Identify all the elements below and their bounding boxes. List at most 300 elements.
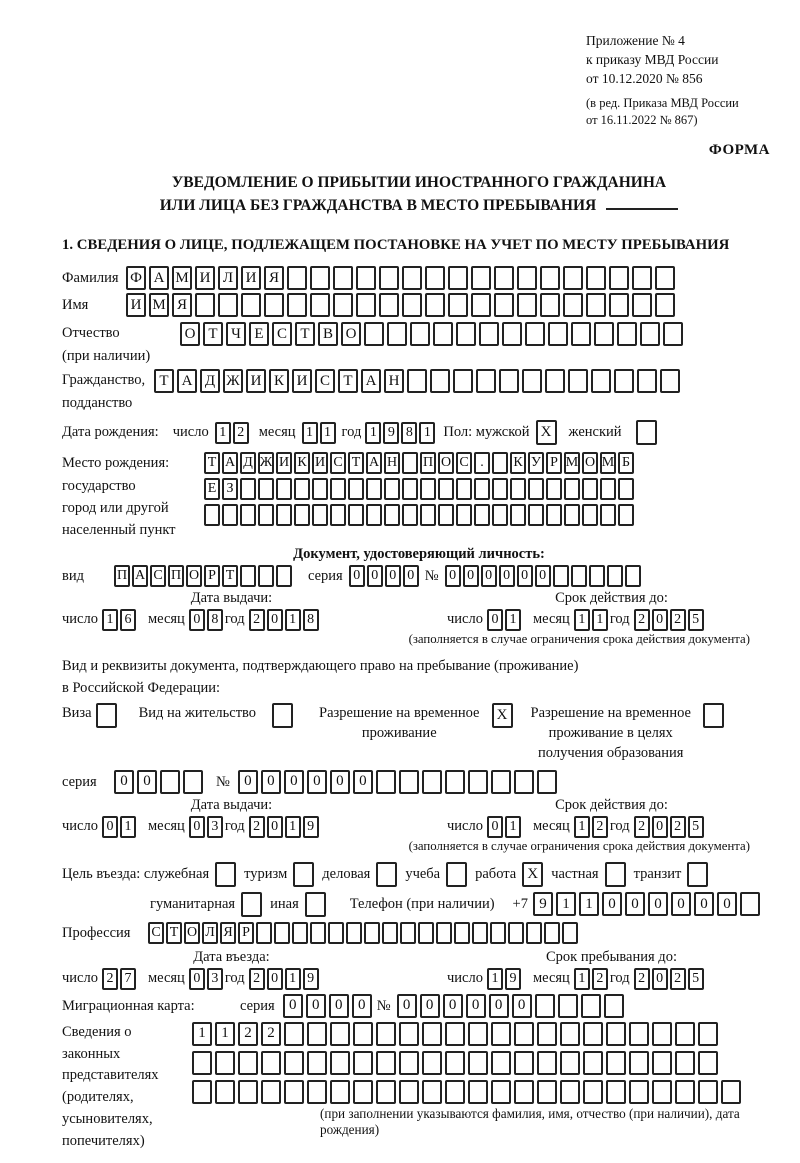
char-cell[interactable] (256, 922, 272, 944)
char-cell[interactable] (410, 322, 430, 346)
char-cell[interactable]: 0 (420, 994, 440, 1018)
char-cell[interactable]: О (186, 565, 202, 587)
char-cell[interactable] (617, 322, 637, 346)
char-cell[interactable] (675, 1022, 695, 1046)
char-cell[interactable]: Т (348, 452, 364, 474)
char-cell[interactable] (492, 504, 508, 526)
char-cell[interactable] (276, 504, 292, 526)
char-cell[interactable]: 0 (443, 994, 463, 1018)
char-cell[interactable]: 0 (114, 770, 134, 794)
char-cell[interactable]: 0 (189, 609, 205, 631)
char-cell[interactable]: С (456, 452, 472, 474)
char-cell[interactable]: Т (166, 922, 182, 944)
char-cell[interactable]: Т (222, 565, 238, 587)
other-checkbox[interactable] (305, 892, 326, 917)
purpose-official-checkbox[interactable] (215, 862, 236, 887)
char-cell[interactable] (422, 1051, 442, 1075)
char-cell[interactable]: Д (200, 369, 220, 393)
char-cell[interactable] (438, 478, 454, 500)
char-cell[interactable] (525, 322, 545, 346)
char-cell[interactable]: Ж (223, 369, 243, 393)
char-cell[interactable]: П (168, 565, 184, 587)
char-cell[interactable]: 0 (284, 770, 304, 794)
char-cell[interactable] (548, 322, 568, 346)
char-cell[interactable] (284, 1051, 304, 1075)
char-cell[interactable] (402, 293, 422, 317)
char-cell[interactable] (353, 1080, 373, 1104)
char-cell[interactable]: И (126, 293, 146, 317)
char-cell[interactable] (445, 1022, 465, 1046)
tourism-checkbox[interactable] (293, 862, 314, 887)
char-cell[interactable] (376, 770, 396, 794)
char-cell[interactable] (312, 504, 328, 526)
char-cell[interactable] (522, 369, 542, 393)
char-cell[interactable] (400, 922, 416, 944)
char-cell[interactable] (425, 266, 445, 290)
char-cell[interactable] (456, 478, 472, 500)
char-cell[interactable]: 1 (302, 422, 318, 444)
char-cell[interactable] (721, 1080, 741, 1104)
char-cell[interactable] (675, 1080, 695, 1104)
char-cell[interactable] (333, 293, 353, 317)
char-cell[interactable] (540, 293, 560, 317)
char-cell[interactable] (537, 1051, 557, 1075)
char-cell[interactable] (655, 293, 675, 317)
char-cell[interactable] (660, 369, 680, 393)
char-cell[interactable]: 0 (353, 770, 373, 794)
char-cell[interactable] (192, 1051, 212, 1075)
char-cell[interactable] (307, 1022, 327, 1046)
char-cell[interactable] (471, 266, 491, 290)
char-cell[interactable] (492, 452, 508, 474)
char-cell[interactable] (204, 504, 220, 526)
char-cell[interactable]: Р (546, 452, 562, 474)
char-cell[interactable] (287, 266, 307, 290)
char-cell[interactable] (526, 922, 542, 944)
private-checkbox[interactable] (605, 862, 626, 887)
char-cell[interactable] (264, 293, 284, 317)
char-cell[interactable]: А (177, 369, 197, 393)
char-cell[interactable]: У (528, 452, 544, 474)
char-cell[interactable]: Л (202, 922, 218, 944)
char-cell[interactable]: 5 (688, 609, 704, 631)
char-cell[interactable] (399, 770, 419, 794)
char-cell[interactable]: 0 (652, 609, 668, 631)
char-cell[interactable]: 1 (215, 1022, 235, 1046)
char-cell[interactable]: М (600, 452, 616, 474)
char-cell[interactable] (356, 266, 376, 290)
char-cell[interactable] (652, 1051, 672, 1075)
char-cell[interactable]: С (330, 452, 346, 474)
char-cell[interactable]: 1 (285, 609, 301, 631)
char-cell[interactable]: Д (240, 452, 256, 474)
char-cell[interactable]: Я (264, 266, 284, 290)
char-cell[interactable] (425, 293, 445, 317)
char-cell[interactable]: А (149, 266, 169, 290)
char-cell[interactable] (560, 1080, 580, 1104)
char-cell[interactable]: 0 (652, 816, 668, 838)
char-cell[interactable] (640, 322, 660, 346)
char-cell[interactable]: 2 (670, 609, 686, 631)
char-cell[interactable] (609, 293, 629, 317)
char-cell[interactable]: И (276, 452, 292, 474)
char-cell[interactable] (492, 478, 508, 500)
char-cell[interactable] (258, 504, 274, 526)
char-cell[interactable] (376, 1022, 396, 1046)
char-cell[interactable]: Т (204, 452, 220, 474)
char-cell[interactable]: А (366, 452, 382, 474)
char-cell[interactable]: 0 (648, 892, 668, 916)
char-cell[interactable]: П (114, 565, 130, 587)
char-cell[interactable] (364, 922, 380, 944)
char-cell[interactable] (663, 322, 683, 346)
char-cell[interactable] (379, 293, 399, 317)
char-cell[interactable]: 0 (397, 994, 417, 1018)
char-cell[interactable] (160, 770, 180, 794)
char-cell[interactable] (356, 293, 376, 317)
char-cell[interactable]: 2 (249, 609, 265, 631)
char-cell[interactable]: Т (154, 369, 174, 393)
sex-female-checkbox[interactable] (636, 420, 657, 445)
char-cell[interactable] (629, 1022, 649, 1046)
char-cell[interactable] (583, 1051, 603, 1075)
char-cell[interactable]: 1 (120, 816, 136, 838)
char-cell[interactable] (353, 1051, 373, 1075)
char-cell[interactable]: 3 (207, 816, 223, 838)
char-cell[interactable] (384, 478, 400, 500)
char-cell[interactable]: Ж (258, 452, 274, 474)
char-cell[interactable]: 3 (207, 968, 223, 990)
char-cell[interactable] (491, 1080, 511, 1104)
char-cell[interactable]: С (148, 922, 164, 944)
char-cell[interactable] (218, 293, 238, 317)
char-cell[interactable]: 1 (192, 1022, 212, 1046)
char-cell[interactable] (594, 322, 614, 346)
char-cell[interactable] (586, 293, 606, 317)
char-cell[interactable] (491, 770, 511, 794)
char-cell[interactable] (258, 478, 274, 500)
char-cell[interactable]: 1 (285, 968, 301, 990)
char-cell[interactable]: 0 (306, 994, 326, 1018)
char-cell[interactable] (499, 369, 519, 393)
char-cell[interactable] (571, 322, 591, 346)
char-cell[interactable]: О (438, 452, 454, 474)
char-cell[interactable] (474, 478, 490, 500)
char-cell[interactable] (468, 1051, 488, 1075)
char-cell[interactable] (192, 1080, 212, 1104)
char-cell[interactable]: З (222, 478, 238, 500)
char-cell[interactable] (348, 504, 364, 526)
char-cell[interactable] (307, 1051, 327, 1075)
char-cell[interactable] (402, 478, 418, 500)
char-cell[interactable]: 0 (499, 565, 515, 587)
char-cell[interactable]: 2 (634, 609, 650, 631)
char-cell[interactable]: 1 (505, 609, 521, 631)
char-cell[interactable]: 0 (267, 816, 283, 838)
char-cell[interactable] (274, 922, 290, 944)
char-cell[interactable] (606, 1051, 626, 1075)
char-cell[interactable]: Р (238, 922, 254, 944)
char-cell[interactable] (600, 478, 616, 500)
char-cell[interactable] (514, 1080, 534, 1104)
char-cell[interactable]: Б (618, 452, 634, 474)
temp-residence-checkbox[interactable]: X (492, 703, 513, 728)
char-cell[interactable] (438, 504, 454, 526)
char-cell[interactable] (582, 478, 598, 500)
char-cell[interactable] (276, 478, 292, 500)
char-cell[interactable] (517, 266, 537, 290)
char-cell[interactable]: П (420, 452, 436, 474)
char-cell[interactable]: 0 (307, 770, 327, 794)
char-cell[interactable]: В (318, 322, 338, 346)
char-cell[interactable] (563, 293, 583, 317)
char-cell[interactable]: 0 (671, 892, 691, 916)
char-cell[interactable] (399, 1022, 419, 1046)
char-cell[interactable] (376, 1080, 396, 1104)
char-cell[interactable]: 2 (634, 816, 650, 838)
char-cell[interactable] (422, 1080, 442, 1104)
char-cell[interactable] (420, 504, 436, 526)
char-cell[interactable] (517, 293, 537, 317)
char-cell[interactable] (387, 322, 407, 346)
char-cell[interactable] (625, 565, 641, 587)
char-cell[interactable]: 8 (303, 609, 319, 631)
char-cell[interactable] (502, 322, 522, 346)
char-cell[interactable] (474, 504, 490, 526)
char-cell[interactable]: И (241, 266, 261, 290)
char-cell[interactable] (222, 504, 238, 526)
char-cell[interactable] (379, 266, 399, 290)
char-cell[interactable] (581, 994, 601, 1018)
char-cell[interactable]: 0 (385, 565, 401, 587)
char-cell[interactable]: Ч (226, 322, 246, 346)
char-cell[interactable]: 0 (329, 994, 349, 1018)
char-cell[interactable]: 2 (670, 968, 686, 990)
char-cell[interactable] (698, 1051, 718, 1075)
char-cell[interactable]: 0 (517, 565, 533, 587)
char-cell[interactable]: 0 (487, 816, 503, 838)
char-cell[interactable]: И (292, 369, 312, 393)
char-cell[interactable] (448, 293, 468, 317)
char-cell[interactable]: О (184, 922, 200, 944)
char-cell[interactable]: 9 (383, 422, 399, 444)
char-cell[interactable]: 9 (303, 968, 319, 990)
char-cell[interactable] (510, 504, 526, 526)
char-cell[interactable] (652, 1022, 672, 1046)
char-cell[interactable]: Т (295, 322, 315, 346)
char-cell[interactable] (604, 994, 624, 1018)
char-cell[interactable]: 1 (574, 816, 590, 838)
char-cell[interactable] (632, 293, 652, 317)
temp-residence-edu-checkbox[interactable] (703, 703, 724, 728)
char-cell[interactable]: 0 (481, 565, 497, 587)
char-cell[interactable]: 1 (285, 816, 301, 838)
char-cell[interactable] (436, 922, 452, 944)
char-cell[interactable] (382, 922, 398, 944)
char-cell[interactable] (494, 266, 514, 290)
char-cell[interactable]: Т (338, 369, 358, 393)
char-cell[interactable] (448, 266, 468, 290)
char-cell[interactable] (609, 266, 629, 290)
sex-male-checkbox[interactable]: X (536, 420, 557, 445)
char-cell[interactable]: 0 (463, 565, 479, 587)
char-cell[interactable] (546, 478, 562, 500)
char-cell[interactable]: Е (249, 322, 269, 346)
char-cell[interactable] (618, 504, 634, 526)
char-cell[interactable]: 0 (330, 770, 350, 794)
char-cell[interactable] (600, 504, 616, 526)
business-checkbox[interactable] (376, 862, 397, 887)
char-cell[interactable] (514, 770, 534, 794)
work-checkbox[interactable]: X (522, 862, 543, 887)
char-cell[interactable] (445, 1051, 465, 1075)
char-cell[interactable] (399, 1051, 419, 1075)
char-cell[interactable]: 2 (670, 816, 686, 838)
char-cell[interactable] (240, 565, 256, 587)
char-cell[interactable] (330, 1080, 350, 1104)
char-cell[interactable] (422, 770, 442, 794)
char-cell[interactable]: 0 (189, 968, 205, 990)
char-cell[interactable] (307, 1080, 327, 1104)
char-cell[interactable] (540, 266, 560, 290)
char-cell[interactable] (328, 922, 344, 944)
char-cell[interactable] (284, 1080, 304, 1104)
char-cell[interactable] (607, 565, 623, 587)
char-cell[interactable] (330, 504, 346, 526)
char-cell[interactable] (494, 293, 514, 317)
char-cell[interactable]: 2 (261, 1022, 281, 1046)
char-cell[interactable]: 7 (120, 968, 136, 990)
char-cell[interactable] (508, 922, 524, 944)
char-cell[interactable] (292, 922, 308, 944)
char-cell[interactable]: 0 (283, 994, 303, 1018)
char-cell[interactable] (402, 452, 418, 474)
char-cell[interactable] (583, 1080, 603, 1104)
char-cell[interactable] (563, 266, 583, 290)
char-cell[interactable]: 0 (489, 994, 509, 1018)
char-cell[interactable]: 2 (238, 1022, 258, 1046)
char-cell[interactable] (376, 1051, 396, 1075)
char-cell[interactable]: 0 (102, 816, 118, 838)
char-cell[interactable]: С (150, 565, 166, 587)
char-cell[interactable]: А (361, 369, 381, 393)
char-cell[interactable]: Е (204, 478, 220, 500)
char-cell[interactable] (238, 1080, 258, 1104)
char-cell[interactable]: 1 (365, 422, 381, 444)
char-cell[interactable]: . (474, 452, 490, 474)
char-cell[interactable]: 0 (137, 770, 157, 794)
char-cell[interactable] (330, 1051, 350, 1075)
char-cell[interactable] (564, 504, 580, 526)
char-cell[interactable] (330, 478, 346, 500)
char-cell[interactable]: 0 (261, 770, 281, 794)
char-cell[interactable] (399, 1080, 419, 1104)
char-cell[interactable]: 9 (505, 968, 521, 990)
char-cell[interactable]: 2 (634, 968, 650, 990)
char-cell[interactable]: 1 (320, 422, 336, 444)
char-cell[interactable] (420, 478, 436, 500)
char-cell[interactable] (558, 994, 578, 1018)
char-cell[interactable] (560, 1022, 580, 1046)
char-cell[interactable]: О (180, 322, 200, 346)
char-cell[interactable] (618, 478, 634, 500)
char-cell[interactable]: Н (384, 369, 404, 393)
char-cell[interactable]: Т (203, 322, 223, 346)
char-cell[interactable]: Я (172, 293, 192, 317)
char-cell[interactable] (215, 1080, 235, 1104)
char-cell[interactable]: 0 (535, 565, 551, 587)
char-cell[interactable] (294, 478, 310, 500)
char-cell[interactable]: 5 (688, 816, 704, 838)
char-cell[interactable] (591, 369, 611, 393)
char-cell[interactable]: Л (218, 266, 238, 290)
char-cell[interactable] (471, 293, 491, 317)
char-cell[interactable] (430, 369, 450, 393)
char-cell[interactable] (560, 1051, 580, 1075)
char-cell[interactable] (514, 1051, 534, 1075)
char-cell[interactable] (422, 1022, 442, 1046)
char-cell[interactable]: 2 (249, 816, 265, 838)
char-cell[interactable] (287, 293, 307, 317)
char-cell[interactable]: А (222, 452, 238, 474)
char-cell[interactable]: 6 (120, 609, 136, 631)
char-cell[interactable] (586, 266, 606, 290)
char-cell[interactable] (698, 1080, 718, 1104)
char-cell[interactable] (546, 504, 562, 526)
char-cell[interactable]: О (341, 322, 361, 346)
char-cell[interactable] (537, 1080, 557, 1104)
char-cell[interactable] (346, 922, 362, 944)
char-cell[interactable] (353, 1022, 373, 1046)
char-cell[interactable] (535, 994, 555, 1018)
char-cell[interactable] (445, 770, 465, 794)
char-cell[interactable] (589, 565, 605, 587)
char-cell[interactable] (258, 565, 274, 587)
char-cell[interactable] (740, 892, 760, 916)
char-cell[interactable] (433, 322, 453, 346)
char-cell[interactable] (614, 369, 634, 393)
char-cell[interactable] (240, 504, 256, 526)
char-cell[interactable] (490, 922, 506, 944)
char-cell[interactable]: 0 (445, 565, 461, 587)
char-cell[interactable]: 1 (592, 609, 608, 631)
char-cell[interactable]: И (312, 452, 328, 474)
char-cell[interactable]: 1 (574, 609, 590, 631)
char-cell[interactable]: 9 (303, 816, 319, 838)
char-cell[interactable]: Я (220, 922, 236, 944)
char-cell[interactable]: 0 (625, 892, 645, 916)
char-cell[interactable] (491, 1051, 511, 1075)
char-cell[interactable] (456, 504, 472, 526)
char-cell[interactable] (402, 266, 422, 290)
char-cell[interactable]: 0 (267, 609, 283, 631)
char-cell[interactable] (698, 1022, 718, 1046)
char-cell[interactable]: 8 (401, 422, 417, 444)
char-cell[interactable] (276, 565, 292, 587)
char-cell[interactable] (310, 293, 330, 317)
char-cell[interactable] (456, 322, 476, 346)
char-cell[interactable] (545, 369, 565, 393)
char-cell[interactable] (568, 369, 588, 393)
char-cell[interactable]: К (510, 452, 526, 474)
char-cell[interactable] (183, 770, 203, 794)
char-cell[interactable] (652, 1080, 672, 1104)
char-cell[interactable] (402, 504, 418, 526)
char-cell[interactable]: 0 (403, 565, 419, 587)
char-cell[interactable] (583, 1022, 603, 1046)
char-cell[interactable] (632, 266, 652, 290)
char-cell[interactable] (215, 1051, 235, 1075)
